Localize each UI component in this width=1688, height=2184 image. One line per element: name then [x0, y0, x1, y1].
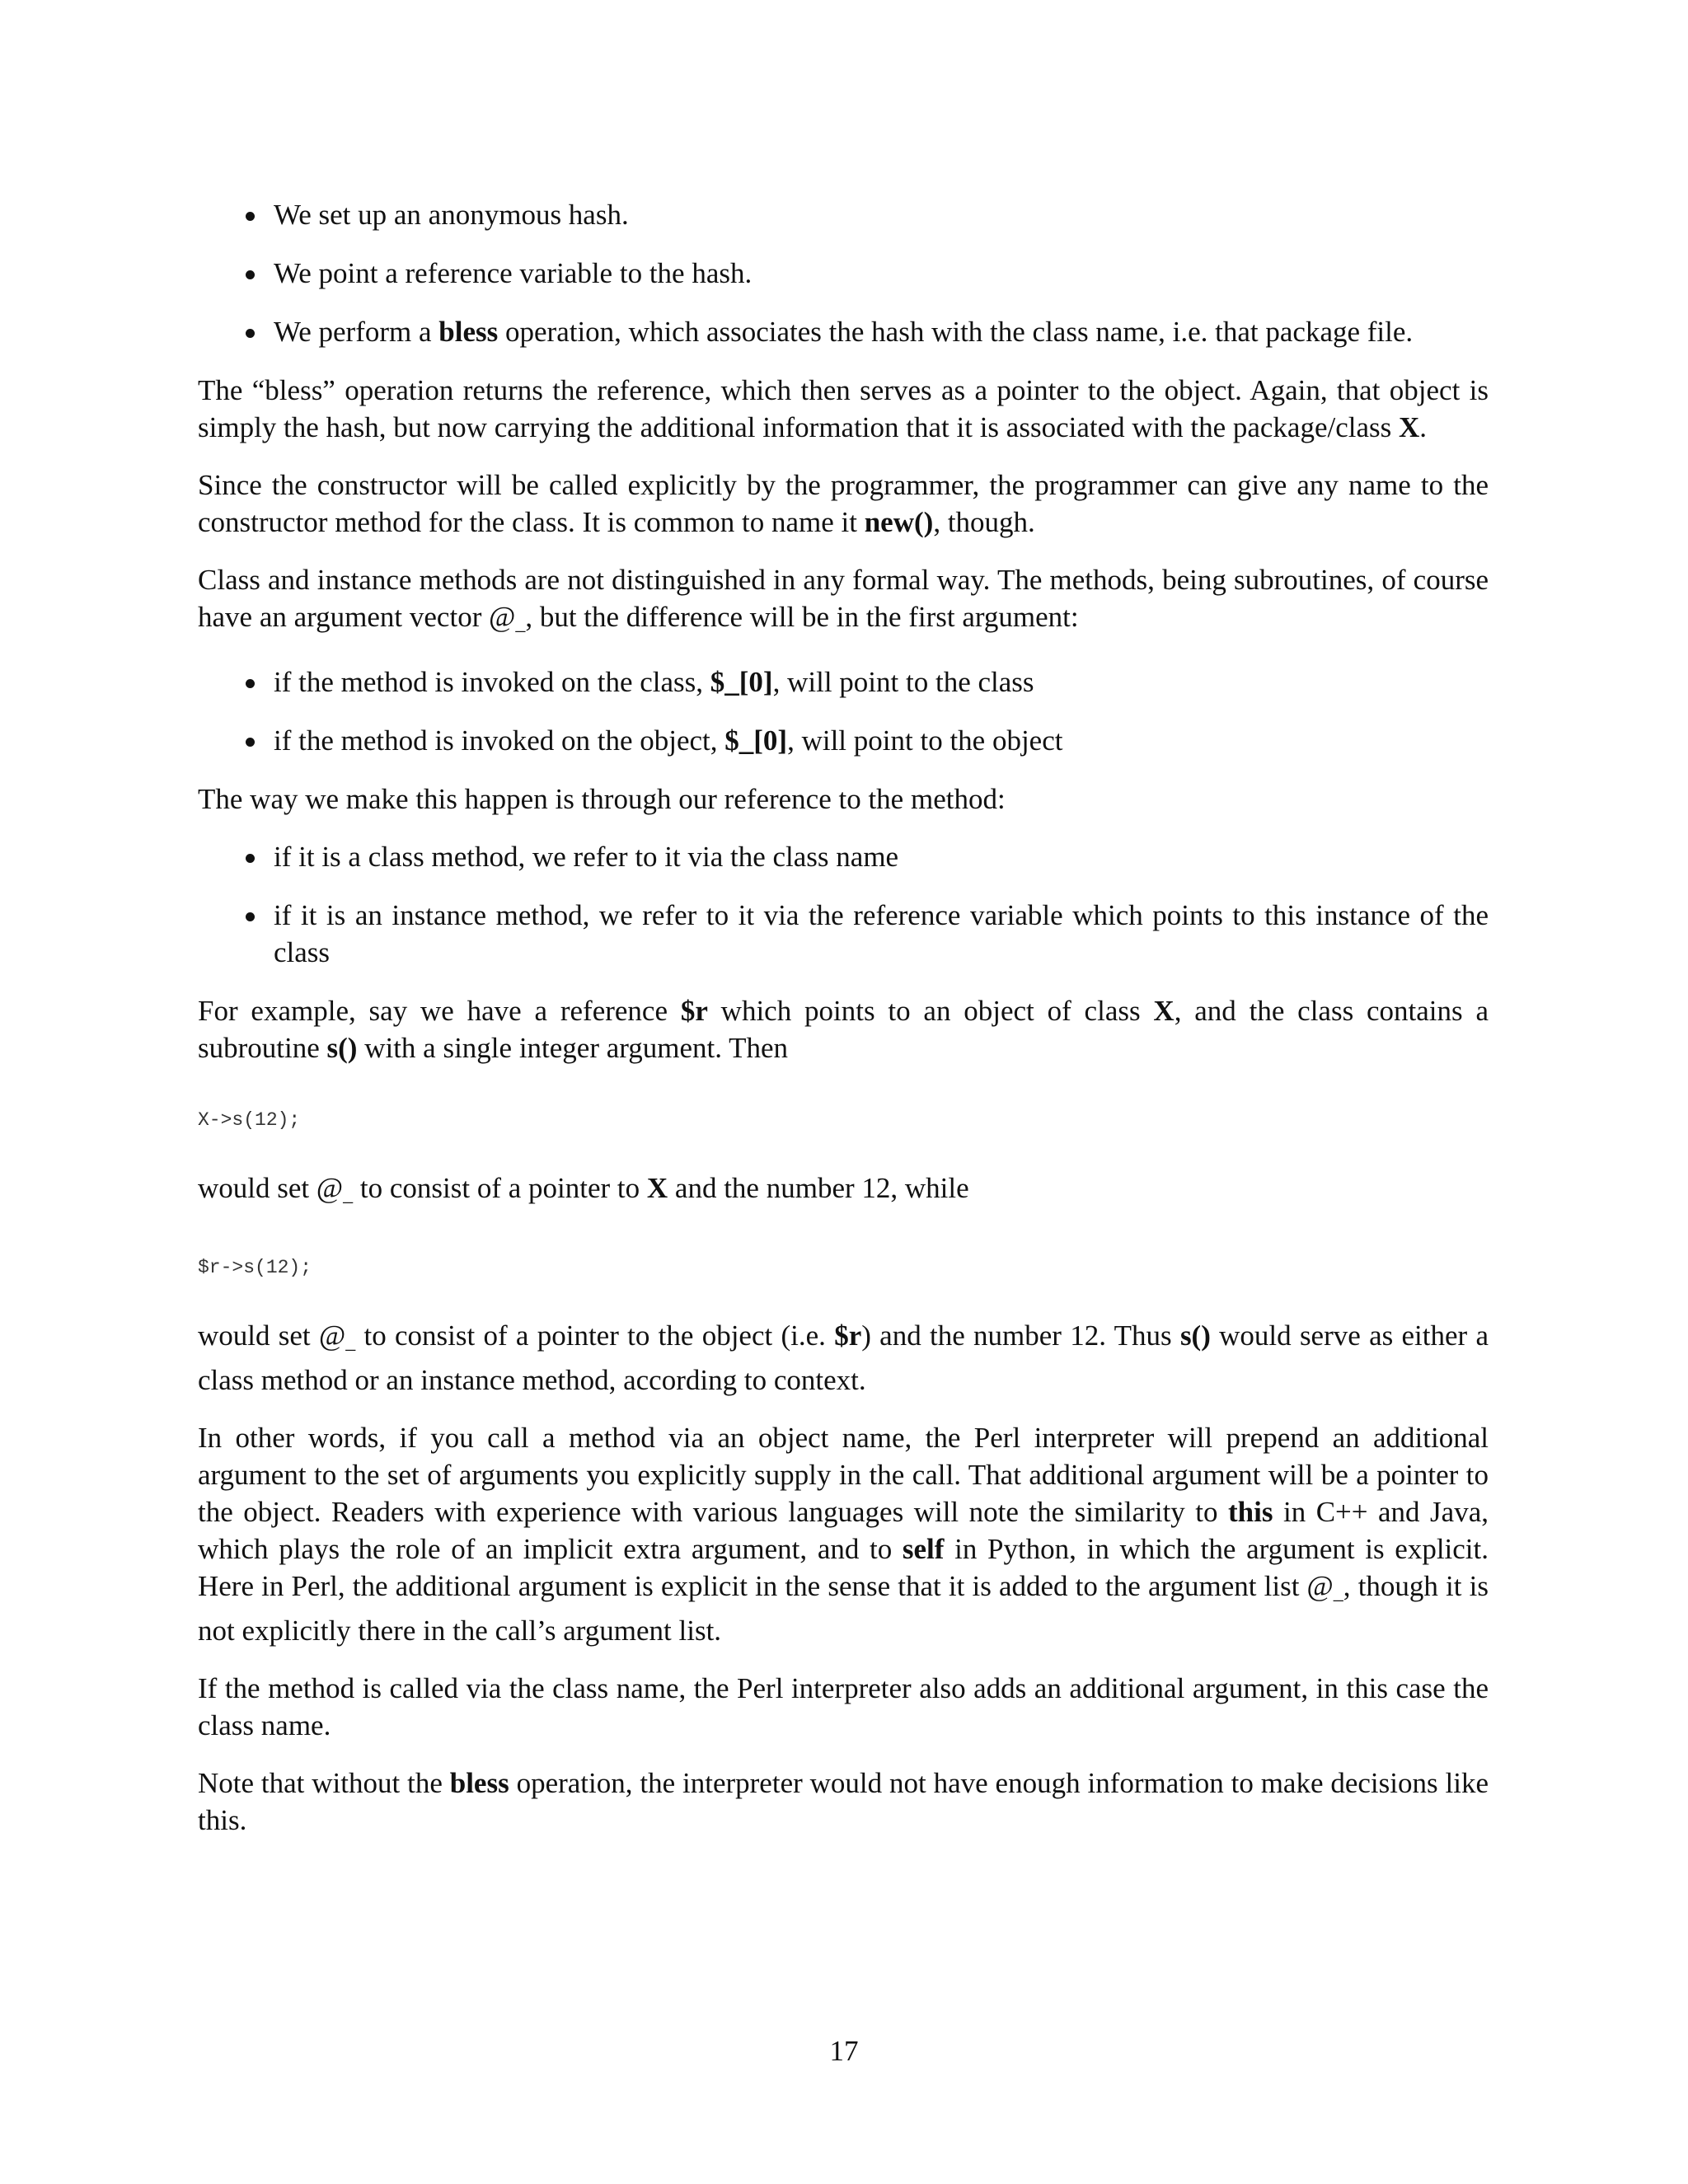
bullet-icon: [246, 212, 255, 221]
bold-term: X: [1399, 411, 1420, 443]
bullet-icon: [246, 679, 255, 688]
bold-term: s(): [326, 1032, 358, 1064]
bold-term: $_[0]: [724, 724, 788, 757]
bullet-icon: [246, 738, 255, 747]
bold-term: X: [646, 1172, 668, 1204]
bold-term: $_[0]: [710, 666, 773, 698]
list-item: We point a reference variable to the hash.: [198, 255, 1489, 292]
paragraph-methods: Class and instance methods are not distinguished in any formal way. The methods, being subroutines, of course have an argument vector @_, but the difference will be in the first argument:: [198, 564, 1489, 635]
paragraph-would-class: would set @_ to consist of a pointer to X and the number 12, while: [198, 1172, 969, 1206]
paragraph-constructor: Since the constructor will be called explicitly by the programmer, the programmer can give any name to the constructor method for the class. It is common to name it new(), though.: [198, 469, 1489, 538]
bold-term: X: [1153, 995, 1175, 1027]
bold-term: s(): [1179, 1319, 1211, 1352]
list-item: We perform a bless operation, which associates the hash with the class name, i.e. that package file.: [198, 313, 1489, 350]
list-item: if it is a class method, we refer to it via the class name: [198, 838, 1489, 875]
paragraph-way: The way we make this happen is through our reference to the method:: [198, 783, 1006, 815]
paragraph-note: Note that without the bless operation, the interpreter would not have enough information to make decisions like this.: [198, 1767, 1489, 1836]
list-item: if the method is invoked on the class, $_[0], will point to the class: [198, 663, 1489, 701]
bullet-list-reference: [198, 838, 1489, 971]
page-body: [198, 196, 1489, 1859]
paragraph-other-words: In other words, if you call a method via an object name, the Perl interpreter will prepend an additional argument to the set of arguments you explicitly supply in the call. That additional argument will be a pointer to the object. Readers with experience with various languages will note the similarity to this in C++ and Java, which plays the role of an implicit extra argument, and to self in Python, in which the argument is explicit. Here in Perl, the additional argument is explicit in the sense that it is added to the argument list @_, though it is not explicitly there in the call’s argument list.: [198, 1422, 1489, 1647]
paragraph-would-instance: would set @_ to consist of a pointer to the object (i.e. $r) and the number 12. Thus s() would serve as either a class method or an instance method, according to context.: [198, 1319, 1489, 1396]
paragraph-example: For example, say we have a reference $r which points to an object of class X, and the class contains a subroutine s() with a single integer argument. Then: [198, 995, 1489, 1064]
bullet-list-invocation: [198, 663, 1489, 759]
page-number: 17: [829, 2035, 859, 2067]
list-item: if the method is invoked on the object, $_[0], will point to the object: [198, 722, 1489, 759]
bold-term: $r: [680, 995, 708, 1027]
list-item: if it is an instance method, we refer to it via the reference variable which points to this instance of the class: [198, 897, 1489, 971]
bold-term: bless: [438, 316, 499, 348]
bullet-icon: [246, 329, 255, 338]
bullet-icon: [246, 270, 255, 279]
bullet-icon: [246, 912, 255, 921]
bold-term: this: [1228, 1496, 1273, 1528]
paragraph-class-name: If the method is called via the class name, the Perl interpreter also adds an additional argument, in this case the class name.: [198, 1672, 1489, 1741]
code-block-class-call: X->s(12);: [198, 1109, 301, 1131]
bold-term: $r: [834, 1319, 862, 1352]
code-block-instance-call: $r->s(12);: [198, 1257, 312, 1278]
bold-term: bless: [449, 1767, 509, 1799]
bold-term: new(): [864, 506, 934, 538]
bold-term: self: [902, 1533, 945, 1565]
bullet-icon: [246, 854, 255, 863]
paragraph-bless: The “bless” operation returns the reference, which then serves as a pointer to the object. Again, that object is simply the hash, but now carrying the additional information that it is associated with the package/class X.: [198, 374, 1489, 443]
bullet-list-steps: [198, 196, 1489, 350]
list-item: We set up an anonymous hash.: [198, 196, 1489, 233]
